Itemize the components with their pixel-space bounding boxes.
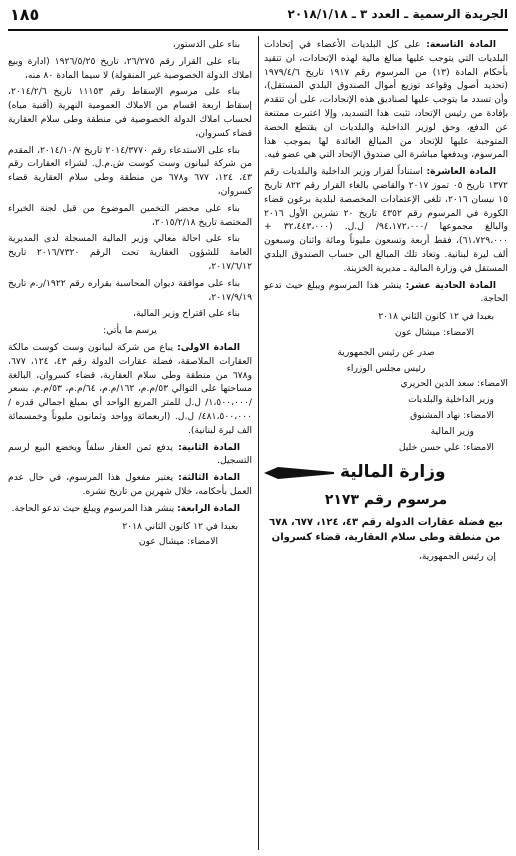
article-9	[264, 38, 508, 162]
recital-constitution: بناء على الدستور،	[172, 39, 240, 50]
column-divider	[258, 36, 259, 850]
article-11-text: ينشر هذا المرسوم ويبلغ حيث تدعو الحاجة.	[264, 279, 508, 305]
decree-intro: إن رئيس الجمهورية،	[418, 550, 496, 562]
decree-signature-president: الامضاء: ميشال عون	[138, 536, 218, 548]
recital-referral: بناء على احالة معالي وزير المالية المسجلة لدى المديرية العامة للشؤون العقارية تحت الرقم ٢٠١٦/٧٣٢٠ تاريخ ٢٠١٧/٦/١٢،	[8, 233, 252, 272]
decree-article-1	[8, 341, 252, 438]
decree-article-3-title: المادة الثالثة:	[178, 472, 241, 484]
interior-minister-role: وزير الداخلية والبلديات	[408, 394, 494, 406]
recital-audit-court: بناء على موافقة ديوان المحاسبة بقراره رقم ١٩٢٢/ر.م تاريخ ٢٠١٧/٩/١٩،	[8, 277, 252, 303]
decrees-following: يرسم ما يأتي:	[103, 325, 157, 337]
decree-subject: بيع فضلة عقارات الدولة رقم ٤٣، ١٢٤، ٦٧٧، ٦٧٨ من منطقة وطى سلام العقارية، قضاء كسروان	[269, 516, 503, 544]
article-10	[264, 165, 508, 275]
decree-article-1-title: المادة الاولى:	[177, 341, 241, 353]
recital-decree-11153: بناء على مرسوم الإسقاط رقم ١١١٥٣ تاريخ ٢٠١٤/٢/٦، إسقاط اربعة اقسام من الاملاك العمومية النهرية (أقنية مياه) لحساب املاك الدولة الخصوصية في منطقة وطى سلام العقارية قضاء كسروان،	[8, 86, 252, 139]
journal-issue-title: الجريدة الرسمية ـ العدد ٣ ـ ٢٠١٨/١/١٨	[287, 7, 508, 21]
page-number: ١٨٥	[10, 5, 40, 24]
decree-article-4	[8, 502, 252, 516]
header-rule	[8, 29, 508, 31]
finance-minister-role: وزير المالية	[430, 425, 474, 437]
decree-article-2-title: المادة الثانية:	[178, 441, 240, 453]
article-10-text: استناداً لقرار وزير الداخلية والبلديات رقم ١٣٧٢ تاريخ ٠٥ تموز ٢٠١٧ والقاضي بالغاء القرار رقم ٨٢٢ تاريخ ١٥ نيسان ٢٠١٦، تلغى الإعتمادات المخصصة لبلدية برغون قضاء الكورة في المرسوم رقم ٤٣٥٢ تاريخ ٢٠ تشرين الأول ٢٠١٦ والبالغ مجموعها /٩٤،١٧٢،٠٠٠/ ل.ل. (٣٢،٤٤٣،٠٠٠ + ٦١،٧٢٩،٠٠٠)، فقط أربعة وتسعون مليوناً ومائة واثنان وسبعون ألف ليرة لبنانية. وتعاد تلك المبالغ الى حساب الصندوق البلدي المستقل في وزارة المالية ـ مديرية الخزينة.	[264, 166, 508, 274]
right-column	[264, 38, 508, 852]
decree-article-1-text: يباع من شركة لبيانون وست كوست مالكة العقارات الملاصقة، فضلة عقارات الدولة رقم ٤٣، ١٢٤، ٦٧٧، و٦٧٨ من منطقة وطى سلام العقارية، قضاء كسروان، البالغة مساحتها على التوالي ٥٣/م.م، ١٦٢/م.م، ٦٤/م.م، ٥٣/م.م. بسعر /١،٥٠٠،٠٠٠/ ل.ل للمتر المربع الواحد أي بمبلغ اجمالي قدره /٤٨١،٥٠٠،٠٠٠/ ل.ل. (اربعمائة وواحد وثمانون مليوناً وخمسمائة الف ليرة لبنانية).	[8, 341, 252, 436]
recital-proposal: بناء على اقتراح وزير المالية،	[132, 308, 240, 320]
decree-number: مرسوم رقم ٢١٧٣	[324, 491, 448, 508]
section-pointer-icon	[264, 467, 334, 479]
decree-article-3	[8, 471, 252, 499]
decree-signature-block	[8, 520, 252, 550]
recital-decision-275: بناء على القرار رقم ٢٦/٢٧٥، تاريخ ١٩٢٦/٥/٢٥ (ادارة وبيع املاك الدولة الخصوصية غير المنقولة) لا سيما المادة ٨٠ منه،	[8, 55, 252, 81]
section-title: وزارة المالية	[340, 462, 446, 483]
signature-president: الامضاء: ميشال عون	[394, 326, 474, 338]
article-10-title: المادة العاشرة:	[426, 166, 496, 178]
page-header	[8, 6, 508, 28]
recital-application: بناء على الاستدعاء رقم ٢٠١٤/٣٧٧٠ تاريخ ٢٠١٤/١٠/٧، المقدم من شركة لبيانون وست كوست ش.م.ل. لشراء العقارات رقم ٤٣، ١٢٤، ٦٧٧ و٦٧٨ من منطقة وطى سلام العقارية قضاء كسروان،	[8, 144, 252, 197]
article-11-title: المادة الحادية عشر:	[405, 279, 497, 291]
decree-article-3-text: يعتبر مفعول هذا المرسوم، في حال عدم العمل بأحكامه، خلال شهرين من تاريخ نشره.	[8, 472, 252, 497]
article-9-title: المادة التاسعة:	[426, 39, 497, 50]
pm-role: رئيس مجلس الوزراء	[346, 362, 426, 374]
recital-valuation: بناء على محضر التخمين الموضوع من قبل لجنة الخبراء المختصة تاريخ ٢٠١٥/٢/١٨،	[8, 202, 252, 228]
article-9-text: على كل البلديات الأعضاء في إتحادات البلديات التي يتوجب عليها مبالغ مالية لهذه الإتحادات، ان تتقيد بأحكام المادة (١٣) من المرسوم رقم ١٩١٧ تاريخ ١٩٧٩/٤/٦ (تحديد أصول وقواعد توزيع أموال الصندوق البلدي المستقل)، وأن تسدد ما يتوجب عليها لصناديق هذه الإتحادات، على أن تتقدم بإفادة من رئيس الإتحاد، تثبت هذا التسديد، وإلا اعتبرت ممتنعة عن الدفع، وحق لوزير الداخلية والبلديات ان يقتطع الحصة المتوجبة عليها للإتحاد من المبالغ العائدة لها بموجب هذا المرسوم، ويدفعها مباشرة الى صندوق الإتحاد التي هي عضو فيه.	[264, 39, 508, 161]
decree-article-2	[8, 441, 252, 469]
decree-signature-date: بعبدا في ١٢ كانون الثاني ٢٠١٨	[122, 520, 238, 532]
signature-finance-minister: الامضاء: علي حسن خليل	[398, 441, 494, 453]
decree-article-4-title: المادة الرابعة:	[177, 502, 240, 514]
issued-by-president: صدر عن رئيس الجمهورية	[337, 346, 435, 358]
section-heading	[264, 460, 508, 486]
signature-block	[264, 310, 508, 454]
decree-article-2-text: يدفع ثمن العقار سلفاً ويخضع البيع لرسم التسجيل.	[8, 441, 252, 467]
signature-pm: الامضاء: سعد الدين الحريري	[400, 378, 508, 390]
left-column	[8, 38, 252, 852]
article-11	[264, 279, 508, 307]
signature-date: بعبدا في ١٢ كانون الثاني ٢٠١٨	[378, 311, 494, 323]
decree-article-4-text: ينشر هذا المرسوم ويبلغ حيث تدعو الحاجة.	[11, 502, 175, 514]
signature-interior-minister: الامضاء: نهاد المشنوق	[410, 409, 494, 421]
